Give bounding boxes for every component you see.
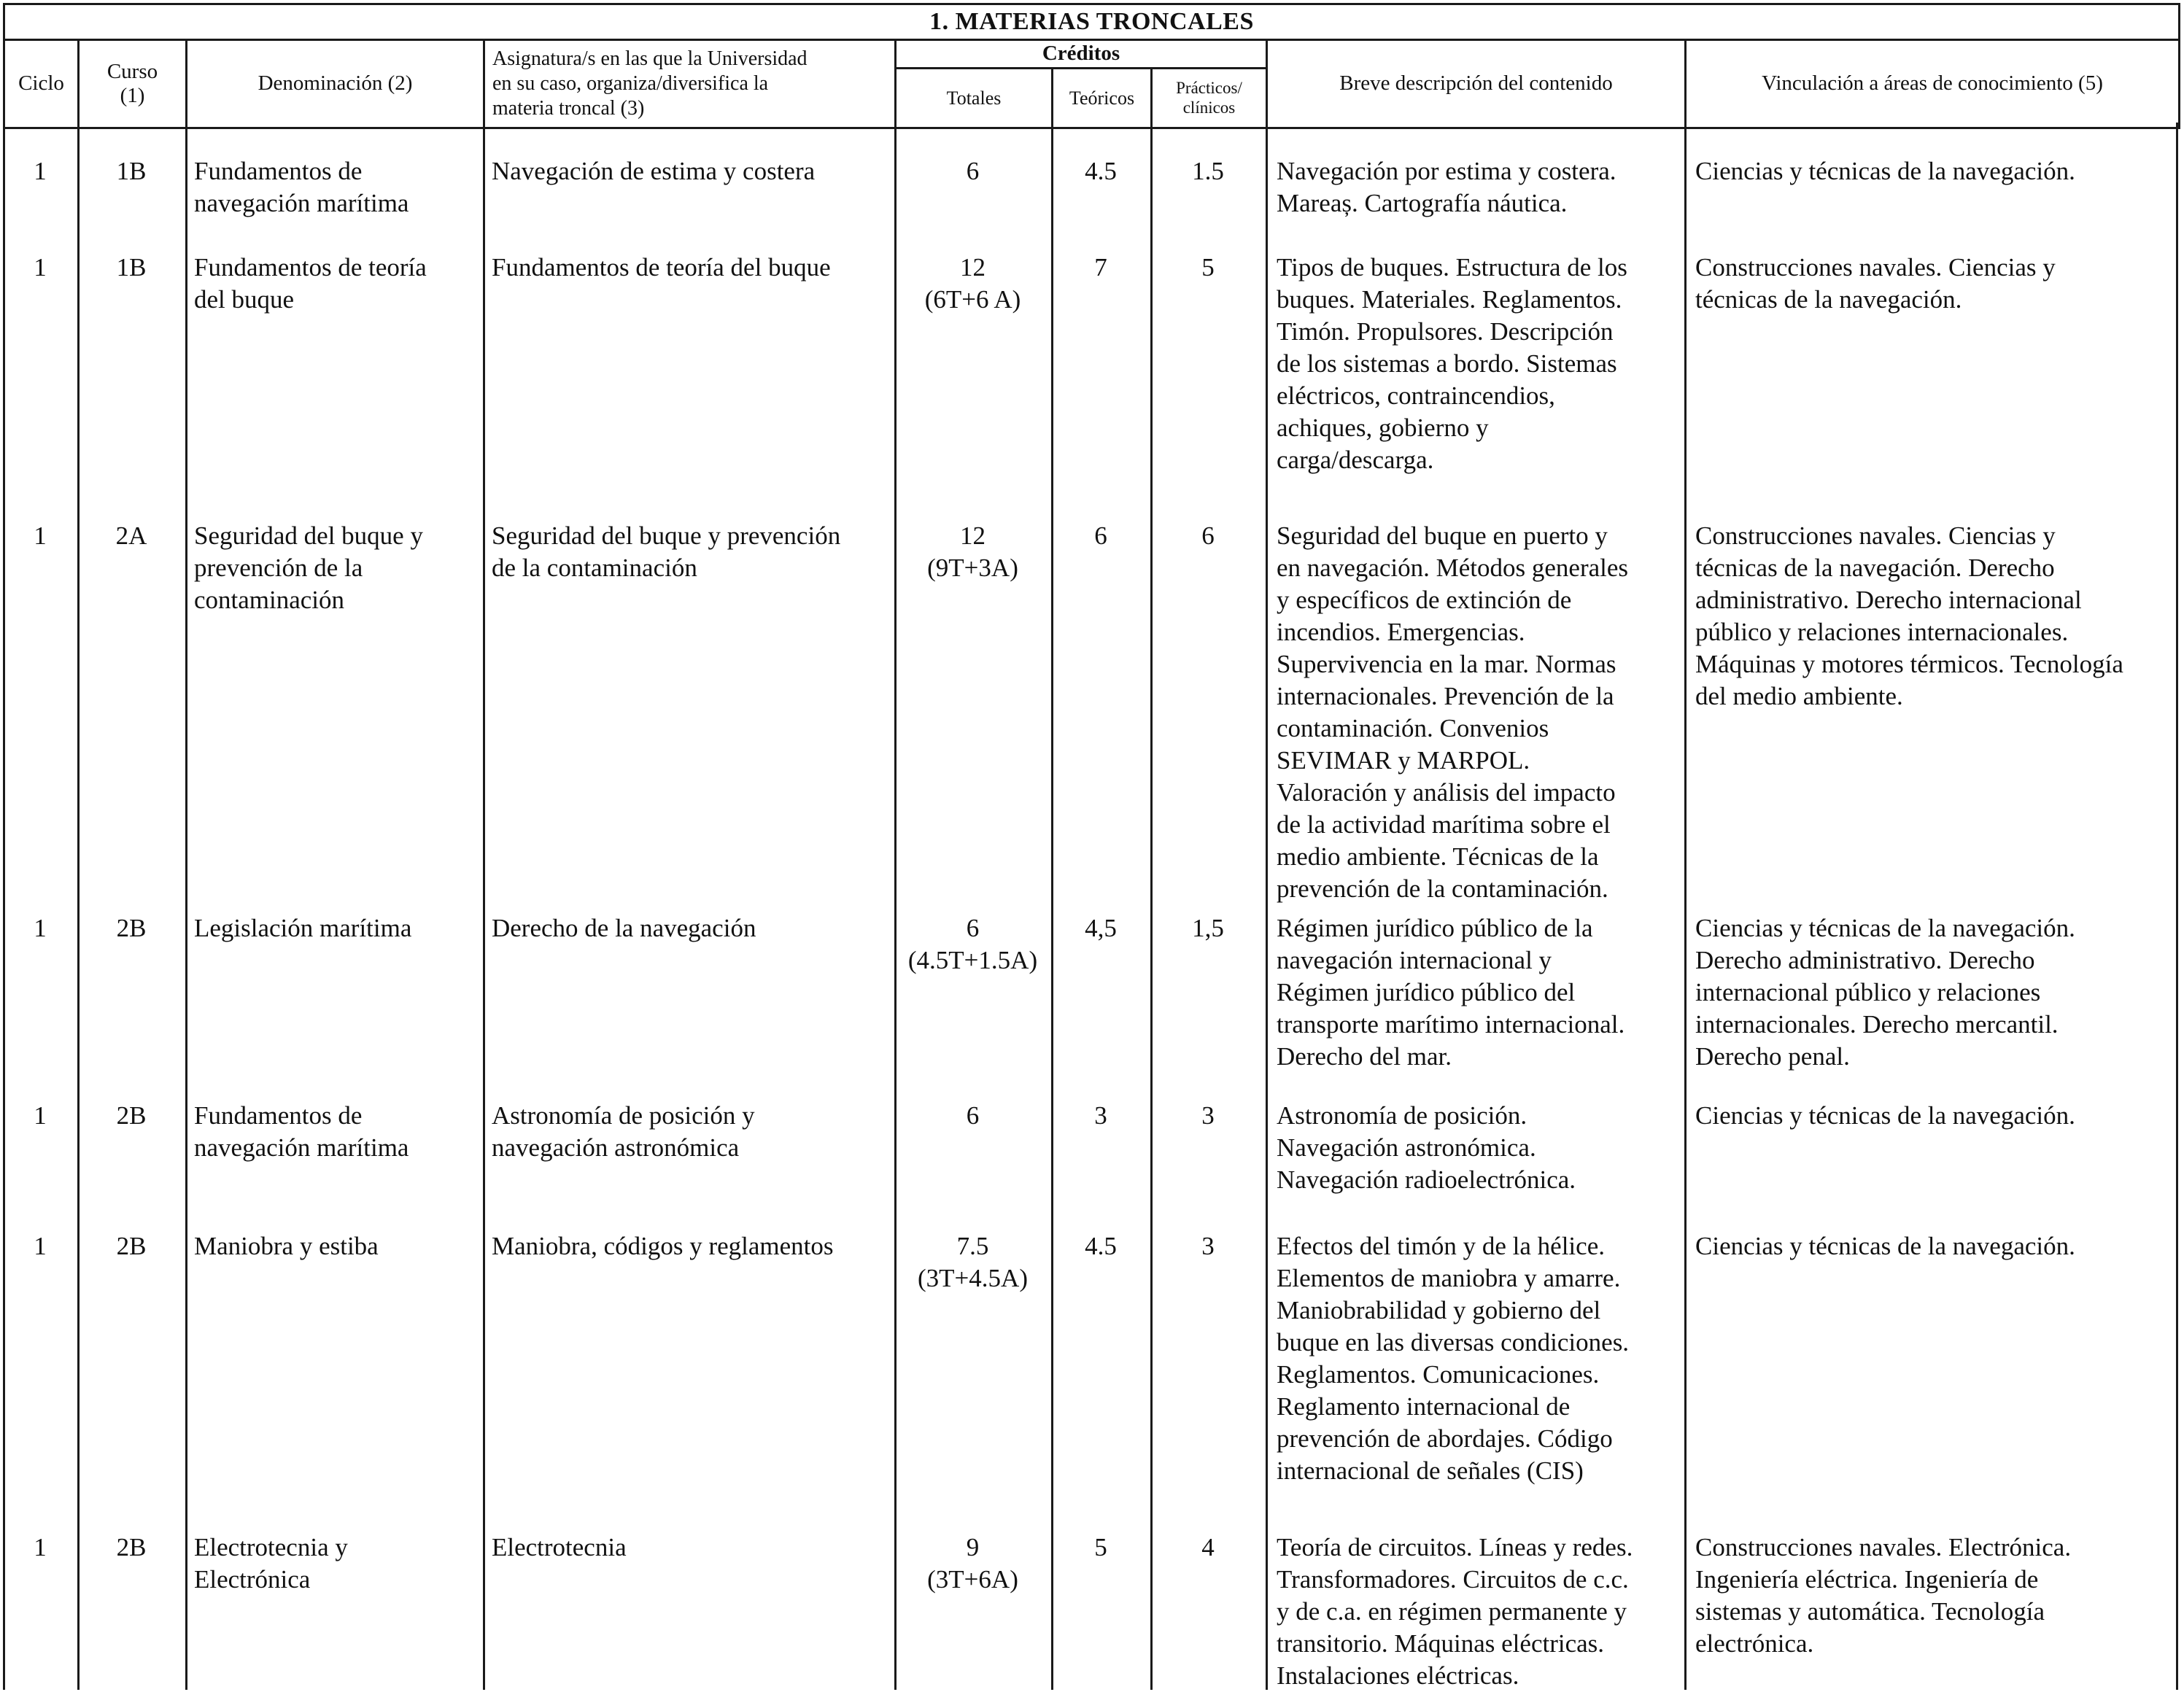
- cell-asignatura: [492, 252, 891, 284]
- cell-totales-line: 12: [960, 521, 985, 550]
- cell-descripcion-line: prevención de la contaminación.: [1277, 874, 1608, 903]
- cell-vinculacion: [1695, 1532, 2173, 1660]
- cell-descripcion-line: incendios. Emergencias.: [1277, 618, 1525, 646]
- cell-denominacion-line: Fundamentos de teoría: [194, 253, 427, 282]
- cell-descripcion-line: y específicos de extinción de: [1277, 586, 1572, 614]
- cell-totales-line: 9: [966, 1533, 980, 1561]
- header-table: [3, 3, 2180, 129]
- cell-denominacion-line: del buque: [194, 285, 295, 314]
- cell-totales: [894, 1532, 1051, 1596]
- cell-descripcion-line: internacionales. Prevención de la: [1277, 682, 1614, 710]
- cell-teoricos: 3: [1094, 1101, 1107, 1130]
- cell-descripcion-line: Valoración y análisis del impacto: [1277, 778, 1616, 807]
- cell-vinculacion-line: técnicas de la navegación. Derecho: [1695, 554, 2055, 582]
- cell-totales: [894, 155, 1051, 187]
- cell-denominacion-line: Electrónica: [194, 1565, 311, 1594]
- col-header-asignatura-line2: en su caso, organiza/diversifica la: [492, 71, 769, 95]
- cell-vinculacion: [1695, 1230, 2173, 1262]
- col-header-creditos: Créditos: [896, 40, 1267, 69]
- column-divider: [1684, 123, 1687, 1690]
- cell-asignatura: [492, 520, 891, 584]
- cell-vinculacion-line: Construcciones navales. Ciencias y: [1695, 521, 2056, 550]
- cell-vinculacion-line: del medio ambiente.: [1695, 682, 1903, 710]
- cell-teoricos: 4.5: [1085, 157, 1117, 185]
- cell-descripcion-line: Navegación por estima y costera.: [1277, 157, 1616, 185]
- col-header-practicos-line2: clínicos: [1182, 98, 1236, 117]
- cell-totales-line: 6: [966, 157, 980, 185]
- cell-descripcion-line: Navegación radioelectrónica.: [1277, 1165, 1576, 1194]
- cell-vinculacion-line: Ciencias y técnicas de la navegación.: [1695, 914, 2075, 942]
- cell-totales-line: 6: [966, 914, 980, 942]
- cell-teoricos: 6: [1094, 521, 1107, 550]
- col-header-ciclo: Ciclo: [4, 40, 79, 128]
- cell-totales-line: (9T+3A): [927, 554, 1018, 582]
- column-divider: [77, 123, 80, 1690]
- cell-curso: 2A: [115, 521, 147, 550]
- cell-descripcion: [1277, 912, 1682, 1073]
- cell-asignatura-line: Electrotecnia: [492, 1533, 627, 1561]
- cell-descripcion-line: Derecho del mar.: [1277, 1042, 1452, 1071]
- cell-descripcion-line: Teoría de circuitos. Líneas y redes.: [1277, 1533, 1633, 1561]
- cell-totales-line: (3T+4.5A): [918, 1264, 1028, 1292]
- cell-ciclo: 1: [34, 1101, 47, 1130]
- col-header-descripcion: Breve descripción del contenido: [1267, 40, 1686, 128]
- cell-totales: [894, 252, 1051, 316]
- col-header-totales: Totales: [896, 69, 1053, 128]
- cell-asignatura: [492, 1230, 891, 1262]
- cell-denominacion: [194, 155, 479, 220]
- cell-curso: 2B: [116, 1533, 147, 1561]
- cell-descripcion-line: carga/descarga.: [1277, 446, 1434, 474]
- cell-descripcion-line: Maniobrabilidad y gobierno del: [1277, 1296, 1601, 1324]
- cell-asignatura-line: Navegación de estima y costera: [492, 157, 816, 185]
- cell-vinculacion-line: Construcciones navales. Ciencias y: [1695, 253, 2056, 282]
- cell-ciclo: 1: [34, 914, 47, 942]
- cell-descripcion-line: Régimen jurídico público de la: [1277, 914, 1593, 942]
- col-header-curso: [79, 40, 187, 128]
- column-divider: [1266, 123, 1268, 1690]
- cell-asignatura: [492, 1532, 891, 1564]
- cell-totales: [894, 1230, 1051, 1295]
- column-divider: [483, 123, 485, 1690]
- col-header-asignatura-line3: materia troncal (3): [492, 97, 645, 120]
- cell-descripcion-line: Tipos de buques. Estructura de los: [1277, 253, 1627, 282]
- cell-vinculacion-line: Ciencias y técnicas de la navegación.: [1695, 157, 2075, 185]
- cell-denominacion-line: Fundamentos de: [194, 157, 363, 185]
- cell-descripcion: [1277, 520, 1682, 905]
- cell-denominacion-line: navegación marítima: [194, 189, 409, 217]
- cell-vinculacion: [1695, 155, 2173, 187]
- col-header-curso-note: (1): [120, 84, 145, 107]
- cell-descripcion-line: Instalaciones eléctricas.: [1277, 1661, 1519, 1690]
- cell-descripcion: [1277, 252, 1682, 476]
- cell-descripcion: [1277, 1532, 1682, 1692]
- cell-curso: 2B: [116, 1101, 147, 1130]
- cell-totales: [894, 1100, 1051, 1132]
- cell-ciclo: 1: [34, 157, 47, 185]
- cell-descripcion-line: en navegación. Métodos generales: [1277, 554, 1629, 582]
- column-divider: [185, 123, 187, 1690]
- cell-denominacion-line: Maniobra y estiba: [194, 1232, 379, 1260]
- cell-denominacion: [194, 520, 479, 616]
- cell-teoricos: 5: [1094, 1533, 1107, 1561]
- cell-descripcion-line: internacional de señales (CIS): [1277, 1456, 1584, 1485]
- cell-descripcion-line: Efectos del timón y de la hélice.: [1277, 1232, 1605, 1260]
- cell-vinculacion-line: Derecho administrativo. Derecho: [1695, 946, 2035, 974]
- cell-asignatura-line: Fundamentos de teoría del buque: [492, 253, 831, 282]
- cell-asignatura-line: navegación astronómica: [492, 1133, 740, 1162]
- section-title: 1. MATERIAS TRONCALES: [4, 4, 2180, 40]
- column-divider: [2176, 123, 2178, 1690]
- cell-denominacion-line: Fundamentos de: [194, 1101, 363, 1130]
- cell-descripcion-line: buques. Materiales. Reglamentos.: [1277, 285, 1622, 314]
- cell-descripcion-line: navegación internacional y: [1277, 946, 1552, 974]
- cell-asignatura-line: Maniobra, códigos y reglamentos: [492, 1232, 834, 1260]
- table-body: [3, 123, 2178, 1690]
- cell-curso: 2B: [116, 914, 147, 942]
- cell-denominacion-line: contaminación: [194, 586, 345, 614]
- cell-descripcion-line: transporte marítimo internacional.: [1277, 1010, 1625, 1039]
- cell-asignatura-line: Astronomía de posición y: [492, 1101, 755, 1130]
- cell-curso: 1B: [116, 157, 147, 185]
- cell-curso: 1B: [116, 253, 147, 282]
- cell-practicos: 1.5: [1192, 157, 1224, 185]
- col-header-practicos: [1152, 69, 1267, 128]
- cell-denominacion: [194, 1532, 479, 1596]
- cell-totales-line: (4.5T+1.5A): [907, 946, 1038, 974]
- cell-descripcion-line: Reglamentos. Comunicaciones.: [1277, 1360, 1600, 1389]
- cell-descripcion-line: SEVIMAR y MARPOL.: [1277, 746, 1530, 775]
- cell-asignatura: [492, 1100, 891, 1164]
- cell-vinculacion-line: Derecho penal.: [1695, 1042, 1850, 1071]
- cell-totales-line: 7.5: [956, 1232, 989, 1260]
- col-header-teoricos: Teóricos: [1053, 69, 1152, 128]
- cell-descripcion-line: achiques, gobierno y: [1277, 414, 1489, 442]
- cell-asignatura: [492, 155, 891, 187]
- cell-denominacion: [194, 1100, 479, 1164]
- cell-practicos: 5: [1201, 253, 1215, 282]
- cell-teoricos: 7: [1094, 253, 1107, 282]
- cell-descripcion-line: contaminación. Convenios: [1277, 714, 1549, 742]
- cell-vinculacion-line: Ciencias y técnicas de la navegación.: [1695, 1101, 2075, 1130]
- cell-totales-line: 6: [966, 1101, 980, 1130]
- cell-practicos: 4: [1201, 1533, 1215, 1561]
- cell-descripcion-line: de los sistemas a bordo. Sistemas: [1277, 349, 1617, 378]
- cell-vinculacion-line: Ciencias y técnicas de la navegación.: [1695, 1232, 2075, 1260]
- cell-denominacion-line: Legislación marítima: [194, 914, 412, 942]
- cell-vinculacion-line: Máquinas y motores térmicos. Tecnología: [1695, 650, 2123, 678]
- cell-ciclo: 1: [34, 521, 47, 550]
- cell-practicos: 6: [1201, 521, 1215, 550]
- cell-denominacion: [194, 252, 479, 316]
- cell-vinculacion-line: administrativo. Derecho internacional: [1695, 586, 2082, 614]
- cell-vinculacion: [1695, 912, 2173, 1073]
- column-divider: [3, 123, 5, 1690]
- cell-practicos: 3: [1201, 1101, 1215, 1130]
- cell-descripcion: [1277, 1100, 1682, 1196]
- cell-ciclo: 1: [34, 1232, 47, 1260]
- column-divider: [894, 123, 897, 1690]
- cell-asignatura-line: de la contaminación: [492, 554, 697, 582]
- cell-descripcion-line: prevención de abordajes. Código: [1277, 1424, 1613, 1453]
- cell-practicos: 3: [1201, 1232, 1215, 1260]
- cell-vinculacion-line: público y relaciones internacionales.: [1695, 618, 2069, 646]
- cell-vinculacion: [1695, 1100, 2173, 1132]
- col-header-vinculacion: Vinculación a áreas de conocimiento (5): [1686, 40, 2180, 128]
- cell-practicos: 1,5: [1192, 914, 1224, 942]
- cell-descripcion-line: Astronomía de posición.: [1277, 1101, 1527, 1130]
- cell-totales-line: (3T+6A): [927, 1565, 1018, 1594]
- cell-teoricos: 4.5: [1085, 1232, 1117, 1260]
- col-header-asignatura-line1: Asignatura/s en las que la Universidad: [492, 47, 808, 70]
- col-header-curso-label: Curso: [107, 59, 158, 83]
- cell-descripcion-line: transitorio. Máquinas eléctricas.: [1277, 1629, 1605, 1658]
- cell-denominacion-line: Electrotecnia y: [194, 1533, 348, 1561]
- col-header-denominacion: Denominación (2): [187, 40, 484, 128]
- cell-descripcion-line: Navegación astronómica.: [1277, 1133, 1536, 1162]
- cell-descripcion-line: Supervivencia en la mar. Normas: [1277, 650, 1616, 678]
- cell-descripcion-line: eléctricos, contraincendios,: [1277, 381, 1555, 410]
- cell-denominacion: [194, 1230, 479, 1262]
- cell-descripcion: [1277, 155, 1682, 220]
- cell-asignatura-line: Seguridad del buque y prevención: [492, 521, 841, 550]
- cell-descripcion-line: Transformadores. Circuitos de c.c.: [1277, 1565, 1629, 1594]
- cell-denominacion: [194, 912, 479, 944]
- cell-totales: [894, 912, 1051, 977]
- cell-descripcion-line: de la actividad marítima sobre el: [1277, 810, 1611, 839]
- cell-descripcion-line: Timón. Propulsores. Descripción: [1277, 317, 1614, 346]
- cell-descripcion-line: y de c.a. en régimen permanente y: [1277, 1597, 1627, 1626]
- cell-descripcion-line: buque en las diversas condiciones.: [1277, 1328, 1630, 1357]
- cell-vinculacion-line: sistemas y automática. Tecnología: [1695, 1597, 2045, 1626]
- cell-denominacion-line: prevención de la: [194, 554, 363, 582]
- cell-totales: [894, 520, 1051, 584]
- col-header-practicos-line1: Prácticos/: [1176, 79, 1242, 98]
- cell-descripcion-line: Régimen jurídico público del: [1277, 978, 1576, 1006]
- cell-denominacion-line: navegación marítima: [194, 1133, 409, 1162]
- cell-curso: 2B: [116, 1232, 147, 1260]
- cell-descripcion-line: Elementos de maniobra y amarre.: [1277, 1264, 1621, 1292]
- cell-asignatura-line: Derecho de la navegación: [492, 914, 756, 942]
- cell-vinculacion-line: Ingeniería eléctrica. Ingeniería de: [1695, 1565, 2039, 1594]
- column-divider: [1051, 123, 1053, 1690]
- cell-vinculacion: [1695, 252, 2173, 316]
- cell-denominacion-line: Seguridad del buque y: [194, 521, 423, 550]
- cell-totales-line: (6T+6 A): [924, 285, 1021, 314]
- cell-descripcion: [1277, 1230, 1682, 1487]
- cell-descripcion-line: Seguridad del buque en puerto y: [1277, 521, 1608, 550]
- cell-vinculacion-line: Construcciones navales. Electrónica.: [1695, 1533, 2072, 1561]
- cell-teoricos: 4,5: [1085, 914, 1117, 942]
- cell-totales-line: 12: [960, 253, 985, 282]
- cell-vinculacion-line: internacional público y relaciones: [1695, 978, 2041, 1006]
- cell-descripcion-line: medio ambiente. Técnicas de la: [1277, 842, 1599, 871]
- col-header-asignatura: [484, 40, 896, 128]
- column-divider: [1150, 123, 1153, 1690]
- cell-descripcion-line: Mareaș. Cartografía náutica.: [1277, 189, 1568, 217]
- cell-vinculacion: [1695, 520, 2173, 713]
- cell-ciclo: 1: [34, 253, 47, 282]
- cell-vinculacion-line: electrónica.: [1695, 1629, 1814, 1658]
- cell-asignatura: [492, 912, 891, 944]
- cell-vinculacion-line: técnicas de la navegación.: [1695, 285, 1962, 314]
- cell-vinculacion-line: internacionales. Derecho mercantil.: [1695, 1010, 2059, 1039]
- cell-ciclo: 1: [34, 1533, 47, 1561]
- cell-descripcion-line: Reglamento internacional de: [1277, 1392, 1571, 1421]
